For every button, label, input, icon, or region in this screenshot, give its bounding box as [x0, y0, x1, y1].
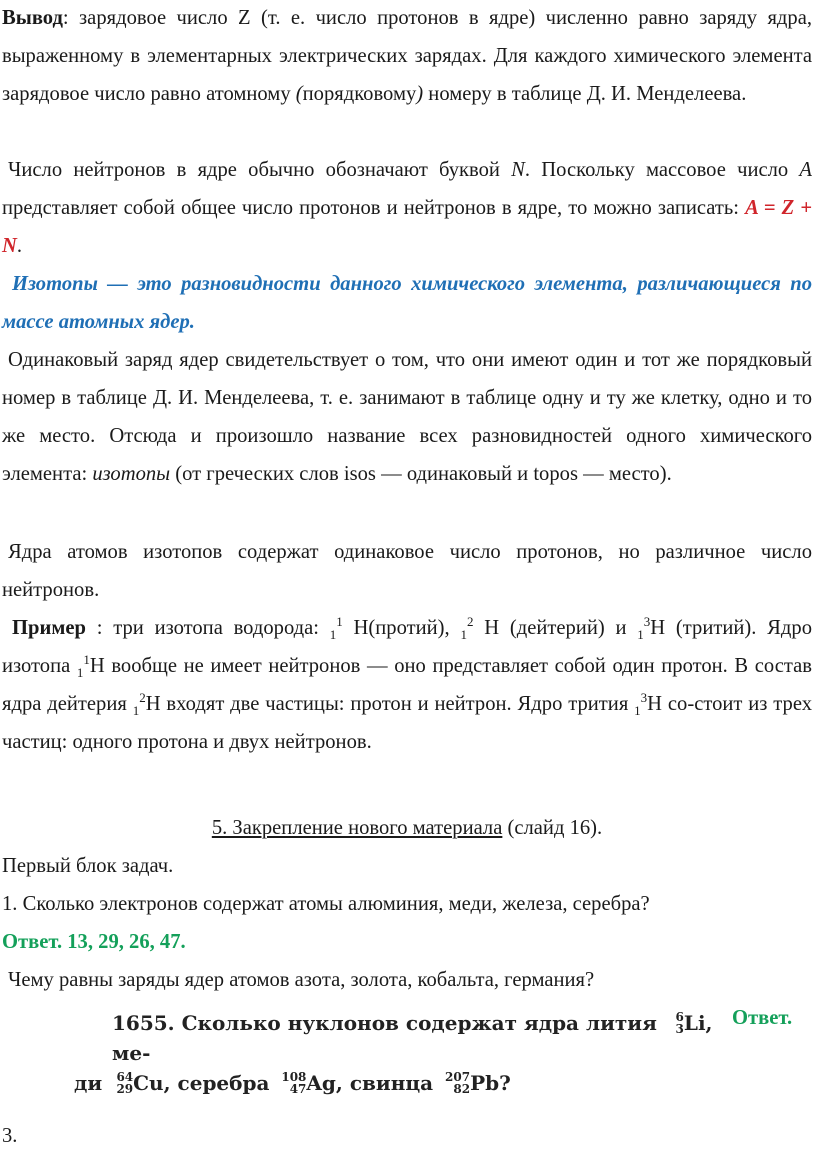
question-2: Чему равны заряды ядер атомов азота, золота, кобальта, германия?: [8, 969, 595, 991]
example-paragraph: Пример : три изотопа водорода: $_1^1$ Н(протий), $_1^2$ Н (дейтерий) и $_1^3$Н (тритий). Ядро изотопа $_1^1$Н вообще не имеет нейтронов — оно представляет собой один протон. В состав ядра дейтерия $_1^2$Н входят две частицы: протон и нейтрон. Ядро трития $_1^3$Н со-стоит из трех частиц: одного протона и двух нейтронов.: [2, 614, 812, 753]
task-block-title: Первый блок задач.: [2, 855, 174, 877]
example-label: Пример: [12, 617, 86, 639]
isotope-definition: Изотопы — это разновидности данного химического элемента, различающиеся по массе атомных ядер.: [2, 273, 812, 333]
mass-formula: A = Z + N: [2, 197, 812, 257]
footer-number: 3.: [2, 1125, 18, 1147]
section-heading: 5. Закрепление нового материала (слайд 16).: [211, 817, 603, 839]
isotope-nuclei-paragraph: Ядра атомов изотопов содержат одинаковое число протонов, но различное число нейтронов.: [2, 541, 812, 601]
answer-1: Ответ. 13, 29, 26, 47.: [2, 931, 186, 953]
neutron-paragraph: Число нейтронов в ядре обычно обозначают буквой N. Поскольку массовое число A представляет собой общее число протонов и нейтронов в ядре, то можно записать: A = Z + N.: [2, 159, 812, 257]
conclusion-label: Вывод: [2, 7, 63, 29]
scanned-task-image: 1655. Сколько нуклонов содержат ядра лития 6 3 Li, ме- ди 64 29 Cu, серебра 108 47 Ag, свинца 207 82 Pb?: [74, 1010, 713, 1096]
conclusion-paragraph: Вывод: зарядовое число Z (т. е. число протонов в ядре) численно равно заряду ядра, выраженному в элементарных электрических зарядах. Для каждого химического элемента зарядовое число равно атомному (порядковому) номеру в таблице Д. И. Менделеева.: [2, 7, 812, 105]
isotope-naming-paragraph: Одинаковый заряд ядер свидетельствует о том, что они имеют один и тот же порядковый номер в таблице Д. И. Менделеева, т. е. занимают в таблице одну и ту же клетку, одно и то же место. Отсюда и произошло название всех разновидностей одного химического элемента: изотопы (от греческих слов isos — одинаковый и topos — место).: [2, 349, 812, 485]
answer-label: Ответ.: [732, 1007, 793, 1029]
question-1: 1. Сколько электронов содержат атомы алюминия, меди, железа, серебра?: [2, 893, 650, 915]
